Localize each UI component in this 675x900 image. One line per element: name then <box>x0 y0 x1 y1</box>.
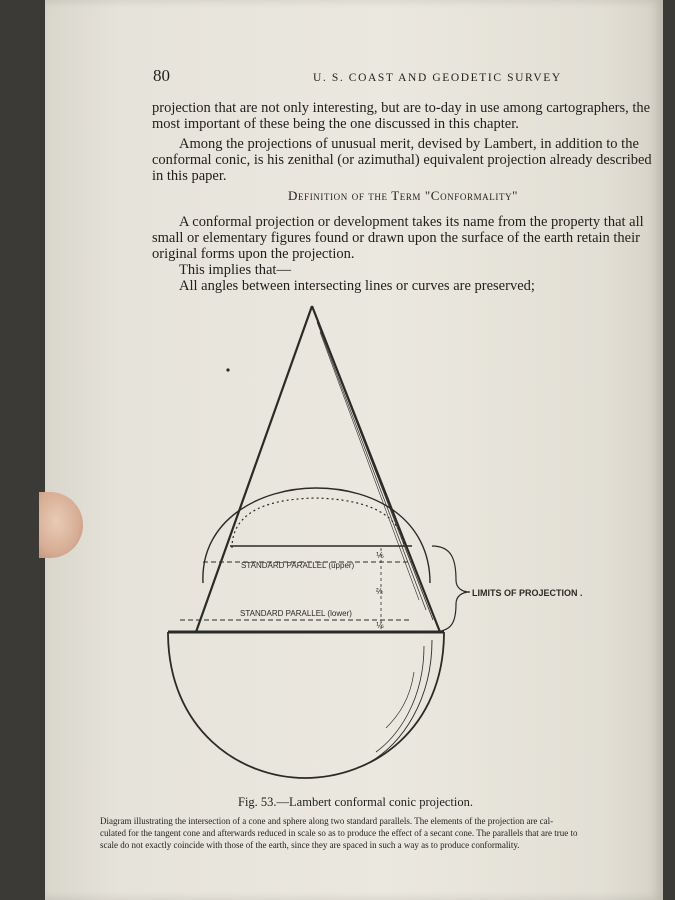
sphere-lower-outline <box>168 632 444 778</box>
fraction-upper: ⅙ <box>376 551 384 560</box>
paragraph-line: original forms upon the projection. <box>152 246 355 262</box>
cone-right-edge <box>312 306 440 632</box>
paragraph-line: projection that are not only interesting, but are to-day in use among cartographers, the <box>152 100 651 116</box>
cone-shade-line <box>314 312 433 620</box>
figure-description-line: culated for the tangent cone and afterwards reduced in scale so as to produce the effect of a secant cone. The parallels that are true to <box>100 828 578 838</box>
sphere-shade-line <box>370 640 432 762</box>
fraction-middle: ⅔ <box>376 587 383 596</box>
limits-bracket <box>432 546 470 632</box>
paragraph-line: small or elementary figures found or drawn upon the surface of the earth retain their <box>152 230 640 246</box>
figure-description-line: Diagram illustrating the intersection of a cone and sphere along two standard parallels. The elements of the projection are cal- <box>100 816 554 826</box>
cone-shade-line <box>320 332 419 600</box>
paragraph-line: most important of these being the one discussed in this chapter. <box>152 116 519 132</box>
page-number: 80 <box>153 66 170 85</box>
upper-parallel-label: STANDARD PARALLEL (upper) <box>241 561 355 570</box>
paragraph-line: in this paper. <box>152 168 227 184</box>
limits-label: LIMITS OF PROJECTION . <box>472 588 583 598</box>
stray-dot <box>226 368 229 371</box>
cone-left-edge <box>196 306 312 632</box>
paragraph-line: This implies that— <box>179 262 291 278</box>
section-heading: Definition of the Term "Conformality" <box>288 188 519 203</box>
paragraph-line: A conformal projection or development takes its name from the property that all <box>179 214 644 230</box>
sphere-hidden-outline <box>232 498 404 548</box>
figure-description-line: scale do not exactly coincide with those of the earth, since they are spaced in such a way as to produce conformality. <box>100 840 520 850</box>
paragraph-line: All angles between intersecting lines or curves are preserved; <box>179 278 535 294</box>
paragraph-line: conformal conic, is his zenithal (or azimuthal) equivalent projection already described <box>152 152 652 168</box>
lower-parallel-label: STANDARD PARALLEL (lower) <box>240 609 352 618</box>
figure-caption: Fig. 53.—Lambert conformal conic projection. <box>238 795 474 809</box>
fraction-lower: ⅙ <box>376 621 384 630</box>
sphere-shade-line <box>386 672 414 728</box>
paragraph-line: Among the projections of unusual merit, devised by Lambert, in addition to the <box>179 136 639 152</box>
running-head: U. S. COAST AND GEODETIC SURVEY <box>313 72 562 84</box>
